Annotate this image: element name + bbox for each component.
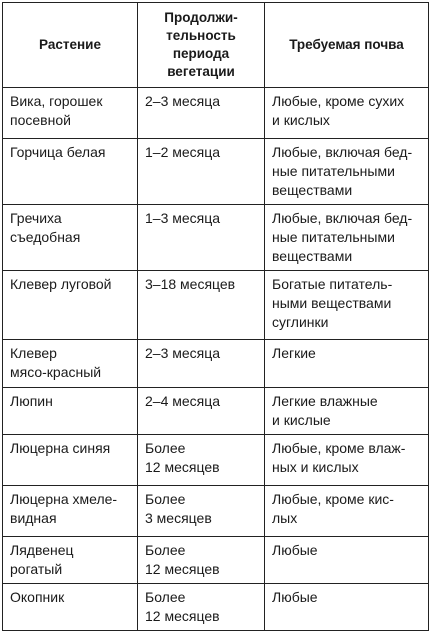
cell-text-line: веществами <box>272 182 353 198</box>
cell-text-line: Любые, кроме влаж- <box>272 440 406 456</box>
cell-text-line: 12 месяцев <box>145 561 220 577</box>
plant-name-cell <box>3 271 138 340</box>
cell-text-line: лых <box>272 510 298 526</box>
table-row <box>3 205 429 271</box>
cell-text-line: видная <box>10 510 57 526</box>
cell-text-line: Любые <box>272 589 318 605</box>
cell-text-line: Клевер <box>10 345 57 361</box>
header-soil <box>265 3 429 88</box>
cell-text-line: 3 месяцев <box>145 510 212 526</box>
vegetation-period-cell <box>138 435 265 486</box>
vegetation-period-cell <box>138 537 265 584</box>
cell-text-line: посевной <box>10 112 71 128</box>
soil-type-cell <box>265 486 429 537</box>
cell-text-line: мясо-красный <box>10 364 102 380</box>
header-period-line: вегетации <box>167 64 235 79</box>
header-plant <box>3 3 138 88</box>
vegetation-period-cell <box>138 388 265 435</box>
cell-text-line: Легкие <box>272 345 316 361</box>
vegetation-period-cell <box>138 486 265 537</box>
cell-text-line: ные питательными <box>272 229 395 245</box>
cell-text-line: Вика, горошек <box>10 93 103 109</box>
table-row <box>3 388 429 435</box>
header-period-line: Продолжи- <box>164 10 238 25</box>
cell-text-line: и кислых <box>272 112 330 128</box>
header-soil-line: Требуемая почва <box>289 37 404 52</box>
cell-text-line: рогатый <box>10 561 63 577</box>
vegetation-period-cell <box>138 271 265 340</box>
soil-type-cell <box>265 139 429 205</box>
soil-type-cell <box>265 271 429 340</box>
cell-text-line: Люцерна хмеле- <box>10 491 118 507</box>
cell-text-line: 12 месяцев <box>145 459 220 475</box>
soil-type-cell <box>265 88 429 139</box>
cell-text-line: ных и кислых <box>272 459 359 475</box>
cell-text-line: 2–4 месяца <box>145 393 221 409</box>
soil-type-cell <box>265 435 429 486</box>
table-row <box>3 271 429 340</box>
cell-text-line: ные питательными <box>272 163 395 179</box>
cell-text-line: Богатые питатель- <box>272 276 393 292</box>
table-row <box>3 537 429 584</box>
cell-text-line: Любые <box>272 542 318 558</box>
header-period-line: периода <box>172 46 230 61</box>
plant-name-cell <box>3 88 138 139</box>
cell-text-line: Лядвенец <box>10 542 74 558</box>
table-row <box>3 435 429 486</box>
header-plant-line: Растение <box>39 37 101 52</box>
cell-text-line: Любые, кроме кис- <box>272 491 394 507</box>
header-vegetation-period <box>138 3 265 88</box>
cell-text-line: Более <box>145 491 186 507</box>
soil-type-cell <box>265 537 429 584</box>
cell-text-line: Любые, включая бед- <box>272 210 413 226</box>
cell-text-line: Горчица белая <box>10 144 106 160</box>
cell-text-line: Более <box>145 542 186 558</box>
cell-text-line: ными веществами <box>272 295 392 311</box>
cell-text-line: 1–3 месяца <box>145 210 221 226</box>
cell-text-line: Любые, кроме сухих <box>272 93 405 109</box>
cell-text-line: Окопник <box>10 589 65 605</box>
cell-text-line: суглинки <box>272 314 329 330</box>
cell-text-line: 12 месяцев <box>145 608 220 624</box>
cell-text-line: 3–18 месяцев <box>145 276 236 292</box>
cell-text-line: съедобная <box>10 229 81 245</box>
header-period-line: тельность <box>166 28 236 43</box>
cell-text-line: веществами <box>272 248 353 264</box>
cell-text-line: 2–3 месяца <box>145 93 221 109</box>
vegetation-period-cell <box>138 139 265 205</box>
soil-type-cell <box>265 340 429 388</box>
plant-vegetation-table <box>2 2 429 631</box>
plant-name-cell <box>3 537 138 584</box>
plant-table-container <box>2 2 428 631</box>
table-row <box>3 584 429 631</box>
plant-name-cell <box>3 388 138 435</box>
plant-name-cell <box>3 584 138 631</box>
soil-type-cell <box>265 584 429 631</box>
table-header-row <box>3 3 429 88</box>
cell-text-line: и кислые <box>272 412 331 428</box>
cell-text-line: Клевер луговой <box>10 276 112 292</box>
soil-type-cell <box>265 388 429 435</box>
plant-name-cell <box>3 340 138 388</box>
vegetation-period-cell <box>138 584 265 631</box>
cell-text-line: Люпин <box>10 393 53 409</box>
table-row <box>3 340 429 388</box>
cell-text-line: Гречиха <box>10 210 62 226</box>
soil-type-cell <box>265 205 429 271</box>
plant-name-cell <box>3 435 138 486</box>
cell-text-line: Более <box>145 589 186 605</box>
table-body <box>3 88 429 631</box>
table-row <box>3 139 429 205</box>
vegetation-period-cell <box>138 205 265 271</box>
cell-text-line: Легкие влажные <box>272 393 378 409</box>
cell-text-line: Люцерна синяя <box>10 440 111 456</box>
plant-name-cell <box>3 486 138 537</box>
plant-name-cell <box>3 205 138 271</box>
vegetation-period-cell <box>138 88 265 139</box>
table-row <box>3 88 429 139</box>
cell-text-line: Более <box>145 440 186 456</box>
cell-text-line: 1–2 месяца <box>145 144 221 160</box>
table-row <box>3 486 429 537</box>
cell-text-line: 2–3 месяца <box>145 345 221 361</box>
cell-text-line: Любые, включая бед- <box>272 144 413 160</box>
vegetation-period-cell <box>138 340 265 388</box>
plant-name-cell <box>3 139 138 205</box>
